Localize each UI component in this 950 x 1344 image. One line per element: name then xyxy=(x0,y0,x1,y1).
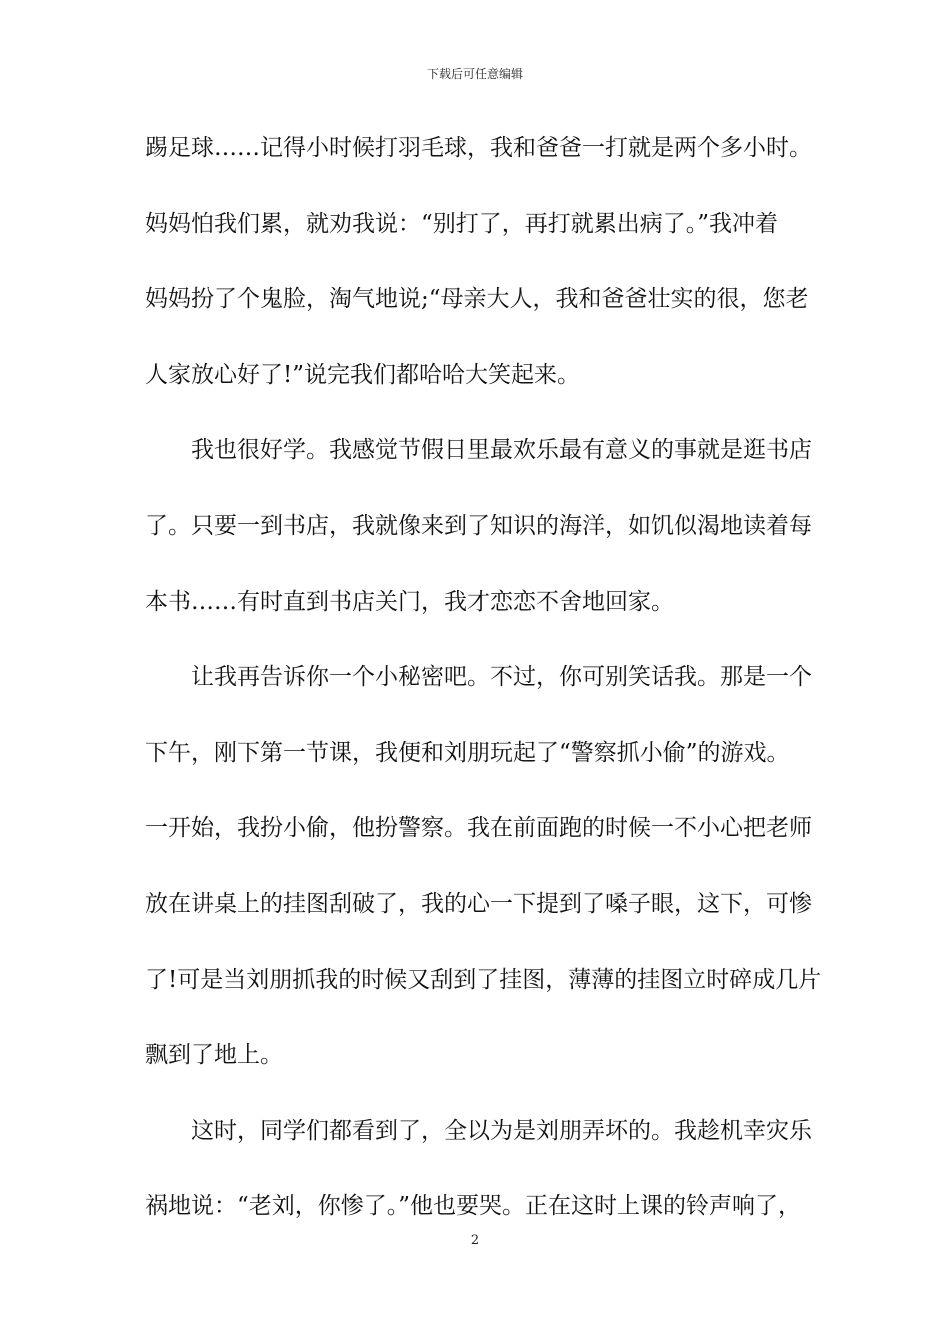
document-body xyxy=(145,126,822,1260)
text-line: 让我再告诉你一个小秘密吧。不过，你可别笑话我。那是一个 xyxy=(145,664,812,691)
page-number: 2 xyxy=(470,1233,480,1248)
text-line: 我也很好学。我感觉节假日里最欢乐最有意义的事就是逛书店 xyxy=(145,437,812,464)
text-line: 祸地说：“老刘，你惨了。”他也要哭。正在这时上课的铃声响了， xyxy=(145,1193,802,1220)
page-header: 下载后可任意编辑 xyxy=(426,67,523,81)
text-line: 这时，同学们都看到了，全以为是刘朋弄坏的。我趁机幸灾乐 xyxy=(145,1117,812,1144)
text-line: 人家放心好了!”说完我们都哈哈大笑起来。 xyxy=(145,361,581,388)
text-line: 了。只要一到书店，我就像来到了知识的海洋，如饥似渴地读着每 xyxy=(145,512,812,539)
text-line: 踢足球……记得小时候打羽毛球，我和爸爸一打就是两个多小时。 xyxy=(145,135,812,161)
text-line: 妈妈怕我们累，就劝我说：“别打了，再打就累出病了。”我冲着 xyxy=(145,210,779,237)
text-line: 一开始，我扮小偷，他扮警察。我在前面跑的时候一不小心把老师 xyxy=(145,815,812,842)
text-line: 本书……有时直到书店关门，我才恋恋不舍地回家。 xyxy=(145,588,674,615)
text-line: 飘到了地上。 xyxy=(145,1042,283,1069)
text-line: 妈妈扮了个鬼脸，淘气地说;“母亲大人，我和爸爸壮实的很，您老 xyxy=(145,286,809,313)
text-line: 下午，刚下第一节课，我便和刘朋玩起了“警察抓小偷”的游戏。 xyxy=(145,739,790,766)
text-line: 放在讲桌上的挂图刮破了，我的心一下提到了嗓子眼，这下，可惨 xyxy=(145,890,812,917)
text-line: 了!可是当刘朋抓我的时候又刮到了挂图，薄薄的挂图立时碎成几片 xyxy=(145,966,822,993)
